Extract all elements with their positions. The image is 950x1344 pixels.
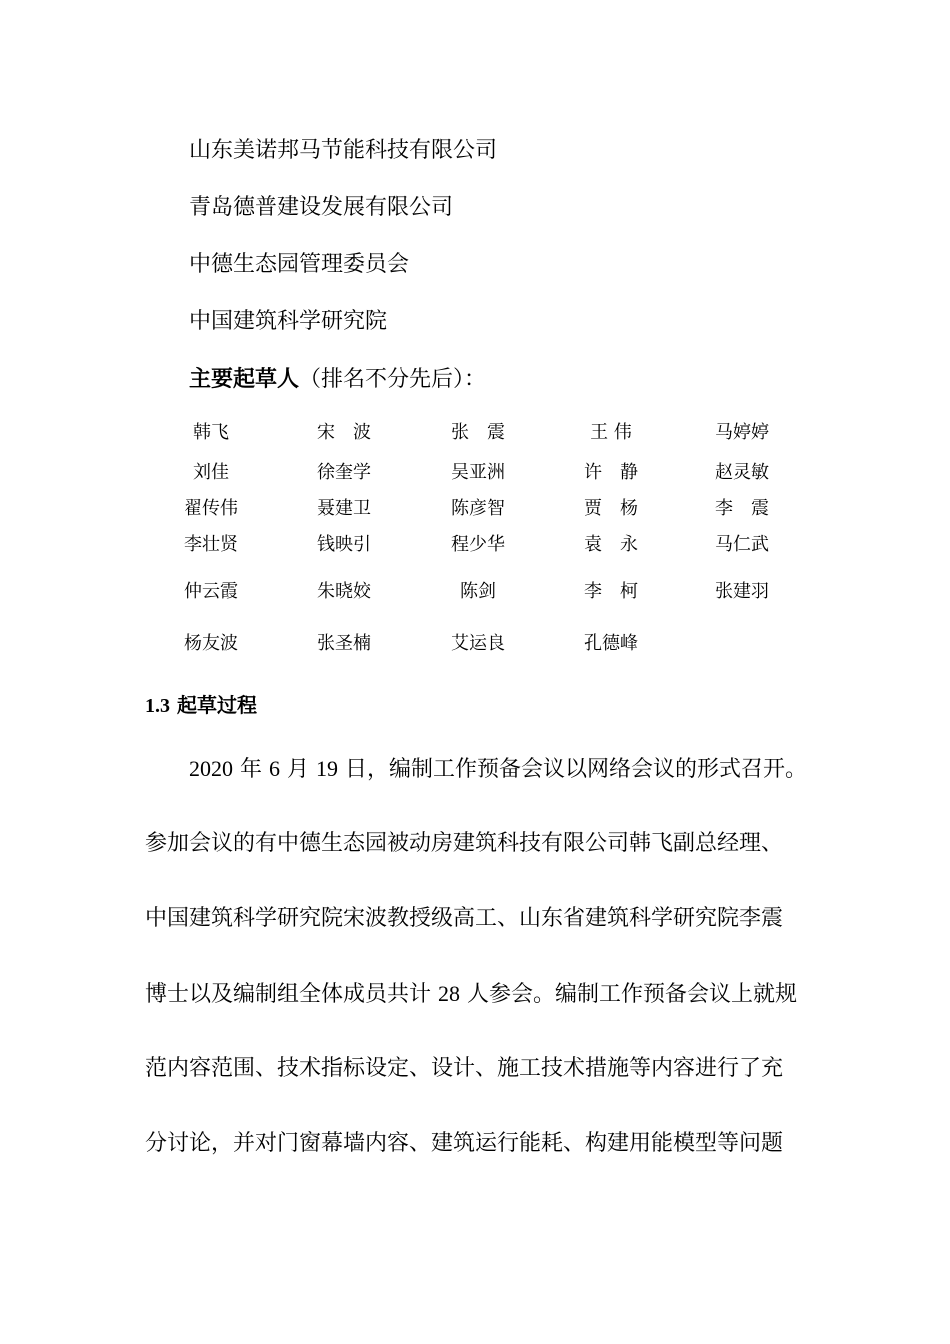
day-value: 19 — [316, 756, 339, 781]
drafter-name: 李 柯 — [584, 581, 638, 602]
drafter-name: 张圣楠 — [317, 633, 371, 654]
paragraph-line — [145, 979, 797, 1010]
drafter-name: 李壮贤 — [184, 534, 238, 555]
text-span: 中国建筑科学研究院宋波教授级高工、山东省建筑科学研究院李震 — [145, 906, 784, 931]
drafter-name: 刘佳 — [193, 462, 229, 483]
paragraph-line — [189, 754, 807, 785]
attendee-count: 28 — [438, 981, 461, 1006]
drafter-name: 朱晓姣 — [317, 581, 371, 602]
section-number: 1.3 — [145, 695, 170, 717]
drafter-name: 陈剑 — [460, 581, 496, 602]
drafter-name: 李 震 — [715, 498, 769, 519]
drafter-name: 贾 杨 — [584, 498, 638, 519]
drafter-name: 程少华 — [451, 534, 505, 555]
text-span: 参加会议的有中德生态园被动房建筑科技有限公司韩飞副总经理、 — [145, 831, 784, 856]
drafter-name: 孔德峰 — [584, 633, 638, 654]
text-span: 人参会。编制工作预备会议上就规 — [467, 982, 798, 1007]
drafter-name: 吴亚洲 — [451, 462, 505, 483]
text-span: 分讨论，并对门窗幕墙内容、建筑运行能耗、构建用能模型等问题 — [145, 1131, 784, 1156]
drafter-name: 钱映引 — [317, 534, 371, 555]
drafter-name: 张建羽 — [715, 581, 769, 602]
drafter-name: 艾运良 — [451, 633, 505, 654]
drafter-name: 马仁武 — [715, 534, 769, 555]
drafter-name: 聂建卫 — [317, 498, 371, 519]
drafter-name: 仲云霞 — [184, 581, 238, 602]
text-span: 博士以及编制组全体成员共计 — [145, 982, 432, 1007]
text-span: 范内容范围、技术指标设定、设计、施工技术措施等内容进行了充 — [145, 1056, 784, 1081]
section-title: 起草过程 — [176, 693, 257, 717]
drafter-name: 王 伟 — [590, 422, 632, 443]
organization-1: 山东美诺邦马节能科技有限公司 — [189, 138, 498, 163]
drafter-name: 翟传伟 — [184, 498, 238, 519]
paragraph-line — [145, 904, 783, 934]
organization-3: 中德生态园管理委员会 — [189, 252, 410, 277]
organization-2: 青岛德普建设发展有限公司 — [189, 195, 454, 220]
text-span: 年 — [240, 757, 263, 782]
drafter-name: 韩飞 — [193, 422, 229, 443]
paragraph-line — [145, 1129, 783, 1159]
drafter-name: 杨友波 — [184, 633, 238, 654]
drafter-name: 许 静 — [584, 462, 638, 483]
year-value: 2020 — [189, 756, 233, 781]
drafter-name: 赵灵敏 — [715, 462, 769, 483]
drafters-label-bold: 主要起草人 — [189, 367, 300, 392]
paragraph-line — [145, 829, 783, 859]
drafter-name: 徐奎学 — [317, 462, 371, 483]
drafter-name: 马婷婷 — [715, 422, 769, 443]
section-heading — [145, 692, 257, 719]
text-span: 日，编制工作预备会议以网络会议的形式召开。 — [345, 757, 808, 782]
drafter-name: 张 震 — [451, 422, 505, 443]
drafter-name: 宋 波 — [317, 422, 371, 443]
text-span: 月 — [287, 757, 310, 782]
drafter-name: 陈彦智 — [451, 498, 505, 519]
drafter-name: 袁 永 — [584, 534, 638, 555]
drafters-label — [189, 366, 486, 394]
paragraph-line — [145, 1054, 783, 1084]
drafters-label-note: （排名不分先后）： — [299, 367, 487, 392]
month-value: 6 — [269, 756, 281, 781]
organization-4: 中国建筑科学研究院 — [189, 309, 388, 334]
